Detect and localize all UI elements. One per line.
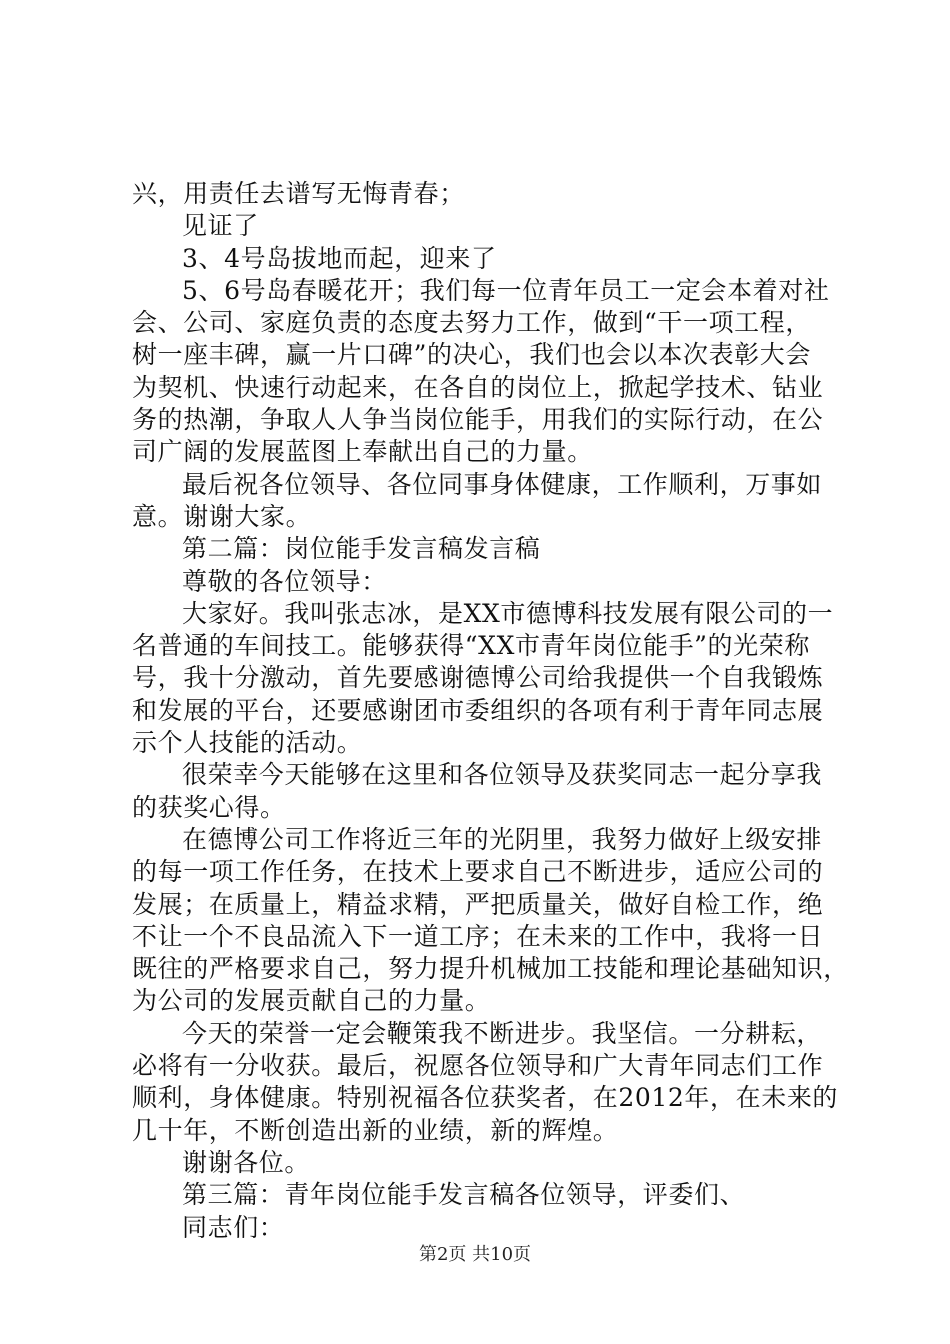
text-line: 号，我十分激动，首先要感谢德博公司给我提供一个自我锻炼 [132,663,824,693]
text-line: 谢谢各位。 [182,1147,311,1177]
text-line: 在德博公司工作将近三年的光阴里，我努力做好上级安排 [182,824,823,854]
text-line: 会、公司、家庭负责的态度去努力工作，做到“干一项工程， [132,308,811,338]
text-line: 3、4号岛拔地而起，迎来了 [182,243,497,273]
text-line: 名普通的车间技工。能够获得“XX市青年岗位能手”的光荣称 [132,631,810,661]
text-line: 5、6号岛春暖花开；我们每一位青年员工一定会本着对社 [182,275,830,305]
text-line: 和发展的平台，还要感谢团市委组织的各项有利于青年同志展 [132,695,824,725]
text-line: 见证了 [182,211,259,241]
text-line: 顺利，身体健康。特别祝福各位获奖者，在2012年，在未来的 [132,1083,839,1113]
text-line: 几十年，不断创造出新的业绩，新的辉煌。 [132,1115,619,1145]
text-line: 的每一项工作任务，在技术上要求自己不断进步，适应公司的 [132,857,824,887]
text-line: 最后祝各位领导、各位同事身体健康，工作顺利，万事如 [182,469,823,499]
text-line: 大家好。我叫张志冰，是XX市德博科技发展有限公司的一 [182,598,834,628]
text-line: 既往的严格要求自己，努力提升机械加工技能和理论基础知识， [132,954,849,984]
text-line: 为契机、快速行动起来，在各自的岗位上，掀起学技术、钻业 [132,372,824,402]
text-line: 示个人技能的活动。 [132,728,363,758]
text-line: 今天的荣誉一定会鞭策我不断进步。我坚信。一分耕耘， [182,1018,823,1048]
page-number-label: 第2页 共10页 [418,1244,532,1265]
text-line: 很荣幸今天能够在这里和各位领导及获奖同志一起分享我 [182,760,823,790]
text-line: 第三篇：青年岗位能手发言稿各位领导，评委们、 [182,1180,746,1210]
text-line: 不让一个不良品流入下一道工序；在未来的工作中，我将一日 [132,921,824,951]
text-line: 第二篇：岗位能手发言稿发言稿 [182,534,541,564]
text-line: 发展；在质量上，精益求精，严把质量关，做好自检工作，绝 [132,889,824,919]
text-line: 意。谢谢大家。 [132,501,312,531]
text-line: 尊敬的各位领导： [182,566,387,596]
text-line: 务的热潮，争取人人争当岗位能手，用我们的实际行动，在公 [132,405,824,435]
text-line: 兴，用责任去谱写无悔青春； [132,179,465,208]
text-line: 为公司的发展贡献自己的力量。 [132,986,491,1016]
text-line: 同志们： [182,1212,285,1242]
text-line: 的获奖心得。 [132,792,286,822]
page-footer [0,1244,950,1266]
document-body [132,178,849,1244]
text-line: 司广阔的发展蓝图上奉献出自己的力量。 [132,437,593,467]
text-line: 必将有一分收获。最后，祝愿各位领导和广大青年同志们工作 [132,1051,824,1081]
text-line: 树一座丰碑，赢一片口碑”的决心，我们也会以本次表彰大会 [132,340,811,370]
